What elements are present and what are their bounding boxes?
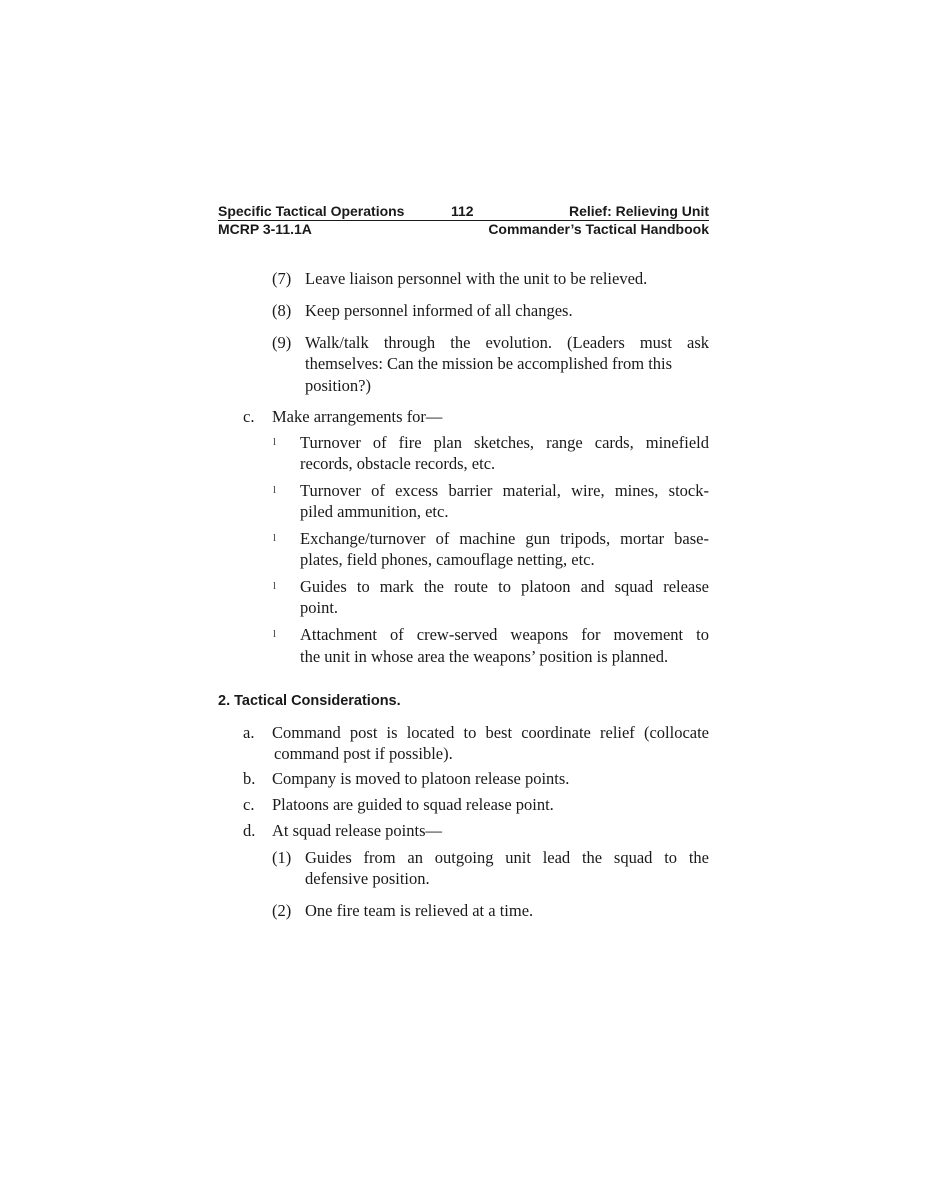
- bullet-text: Attachment of crew-served weapons for movement to: [300, 625, 709, 644]
- item-text: Guides from an outgoing unit lead the squad to the: [305, 848, 709, 867]
- item-number: (9): [272, 333, 292, 352]
- item-text: command post if possible).: [274, 744, 453, 763]
- item-number: (2): [272, 901, 292, 920]
- bullet-text: Turnover of fire plan sketches, range cards, minefield: [300, 433, 709, 452]
- item-text: Leave liaison personnel with the unit to be relieved.: [305, 269, 648, 288]
- item-number: (1): [272, 848, 292, 867]
- bullet-icon: l: [273, 484, 277, 496]
- running-header-bottom: [218, 221, 709, 238]
- section-heading: 2. Tactical Considerations.: [218, 693, 401, 709]
- bullet-text: Guides to mark the route to platoon and squad release: [300, 577, 709, 596]
- item-number: (7): [272, 269, 292, 288]
- item-text: One fire team is relieved at a time.: [305, 901, 534, 920]
- header-page-number: 112: [451, 203, 474, 219]
- item-text: position?): [305, 376, 371, 395]
- item-text: Keep personnel informed of all changes.: [305, 301, 573, 320]
- header-topic-title: Relief: Relieving Unit: [568, 203, 709, 219]
- bullet-icon: l: [273, 580, 277, 592]
- item-letter: a.: [243, 723, 255, 742]
- item-text: Make arrangements for—: [272, 407, 443, 426]
- header-section-title: Specific Tactical Operations: [218, 203, 405, 219]
- bullet-icon: l: [273, 532, 277, 544]
- running-header-top: [218, 203, 709, 221]
- item-number: (8): [272, 301, 292, 320]
- header-publication-id: MCRP 3-11.1A: [218, 221, 312, 237]
- item-text: defensive position.: [305, 869, 430, 888]
- item-letter: b.: [243, 769, 256, 788]
- bullet-text: records, obstacle records, etc.: [300, 454, 496, 473]
- bullet-text: piled ammunition, etc.: [300, 502, 449, 521]
- bullet-text: the unit in whose area the weapons’ position is planned.: [300, 647, 669, 666]
- item-text: Platoons are guided to squad release point.: [272, 795, 554, 814]
- item-text: Walk/talk through the evolution. (Leaders must ask: [305, 333, 709, 352]
- item-letter: d.: [243, 821, 256, 840]
- item-text: themselves: Can the mission be accomplished from this: [305, 354, 673, 373]
- item-text: Command post is located to best coordinate relief (collocate: [272, 723, 709, 742]
- item-letter: c.: [243, 407, 255, 426]
- bullet-text: plates, field phones, camouflage netting, etc.: [300, 550, 595, 569]
- bullet-text: point.: [300, 598, 339, 617]
- bullet-text: Exchange/turnover of machine gun tripods, mortar base-: [300, 529, 709, 548]
- bullet-icon: l: [273, 628, 277, 640]
- header-handbook-title: Commander’s Tactical Handbook: [488, 221, 709, 237]
- bullet-icon: l: [273, 436, 277, 448]
- item-text: At squad release points—: [272, 821, 443, 840]
- item-text: Company is moved to platoon release points.: [272, 769, 570, 788]
- item-letter: c.: [243, 795, 255, 814]
- bullet-text: Turnover of excess barrier material, wire, mines, stock-: [300, 481, 709, 500]
